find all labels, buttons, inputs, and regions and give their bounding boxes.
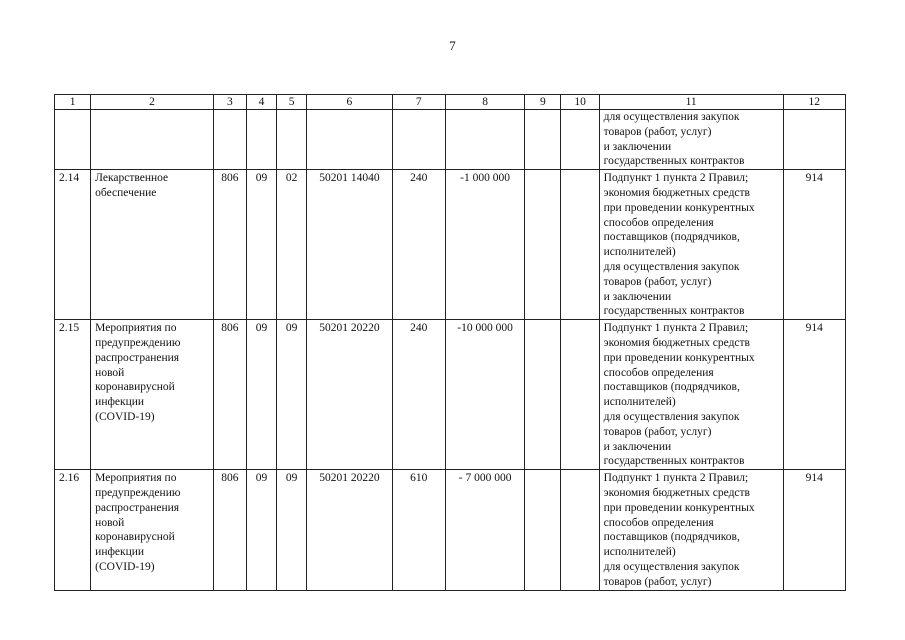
text-line: распространения	[95, 351, 180, 364]
row-number: 2.15	[55, 320, 91, 470]
table-row	[55, 470, 846, 590]
text-line: поставщиков (подрядчиков,	[603, 381, 740, 394]
text-line: Мероприятия по	[95, 322, 177, 335]
text-line: предупреждению	[95, 486, 181, 499]
cell-6: 50201 20220	[307, 470, 392, 590]
text-line: Подпункт 1 пункта 2 Правил;	[603, 472, 749, 485]
cell-3: 806	[213, 170, 246, 320]
text-line: коронавирусной	[95, 531, 175, 544]
text-line: при проведении конкурентных	[603, 201, 755, 214]
text-line: экономия бюджетных средств	[603, 186, 750, 199]
text-line: предупреждению	[95, 336, 181, 349]
text-line: Лекарственное	[95, 172, 169, 185]
cell-10	[561, 170, 599, 320]
header-cell: 10	[561, 95, 599, 110]
text-line: экономия бюджетных средств	[603, 486, 750, 499]
text-line: товаров (работ, услуг)	[603, 425, 712, 438]
justification-cell	[599, 170, 783, 320]
cell-9	[525, 470, 561, 590]
text-line: инфекции	[95, 546, 145, 559]
text-line: для осуществления закупок	[603, 410, 740, 423]
table-row	[55, 320, 846, 470]
cell-3: 806	[213, 320, 246, 470]
header-cell: 6	[307, 95, 392, 110]
text-line: и заключении	[603, 290, 672, 303]
header-cell: 3	[213, 95, 246, 110]
justification-cell	[599, 110, 783, 170]
text-line: товаров (работ, услуг)	[603, 125, 712, 138]
text-line: исполнителей)	[603, 546, 676, 559]
header-cell: 8	[445, 95, 524, 110]
header-cell: 11	[599, 95, 783, 110]
cell-5: 09	[277, 320, 307, 470]
cell-8: -1 000 000	[445, 170, 524, 320]
table-header-row	[55, 95, 846, 110]
text-line: Подпункт 1 пункта 2 Правил;	[603, 172, 749, 185]
cell-6: 50201 14040	[307, 170, 392, 320]
header-cell: 12	[783, 95, 845, 110]
cell-6: 50201 20220	[307, 320, 392, 470]
text-line: исполнителей)	[603, 246, 676, 259]
text-line: (COVID-19)	[95, 410, 155, 423]
text-line: государственных контрактов	[603, 455, 745, 468]
text-line: при проведении конкурентных	[603, 351, 755, 364]
text-line: новой	[95, 366, 125, 379]
justification-cell	[599, 320, 783, 470]
text-line: (COVID-19)	[95, 560, 155, 573]
cell-12: 914	[783, 170, 845, 320]
continuation-row	[55, 110, 846, 170]
item-name	[91, 170, 214, 320]
text-line: способов определения	[603, 366, 714, 379]
cell-8: - 7 000 000	[445, 470, 524, 590]
text-line: товаров (работ, услуг)	[603, 275, 712, 288]
item-name	[91, 470, 214, 590]
header-cell: 7	[392, 95, 445, 110]
text-line: обеспечение	[95, 186, 157, 199]
text-line: поставщиков (подрядчиков,	[603, 531, 740, 544]
text-line: товаров (работ, услуг)	[603, 575, 712, 588]
text-line: коронавирусной	[95, 381, 175, 394]
cell-7: 610	[392, 470, 445, 590]
cell-3: 806	[213, 470, 246, 590]
text-line: государственных контрактов	[603, 155, 745, 168]
cell-10	[561, 320, 599, 470]
text-line: исполнителей)	[603, 396, 676, 409]
row-number: 2.16	[55, 470, 91, 590]
text-line: способов определения	[603, 516, 714, 529]
cell-4: 09	[246, 320, 276, 470]
page-number: 7	[449, 38, 456, 53]
cell-7: 240	[392, 170, 445, 320]
text-line: для осуществления закупок	[603, 111, 740, 123]
text-line: распространения	[95, 501, 180, 514]
header-cell: 2	[91, 95, 214, 110]
header-cell: 5	[277, 95, 307, 110]
text-line: экономия бюджетных средств	[603, 336, 750, 349]
text-line: поставщиков (подрядчиков,	[603, 231, 740, 244]
text-line: и заключении	[603, 440, 672, 453]
row-number: 2.14	[55, 170, 91, 320]
text-line: при проведении конкурентных	[603, 501, 755, 514]
cell-5: 09	[277, 470, 307, 590]
cell-4: 09	[246, 170, 276, 320]
cell-4: 09	[246, 470, 276, 590]
justification-cell	[599, 470, 783, 590]
header-cell: 1	[55, 95, 91, 110]
cell-9	[525, 320, 561, 470]
budget-table	[54, 94, 846, 591]
cell-8: -10 000 000	[445, 320, 524, 470]
cell-9	[525, 170, 561, 320]
text-line: и заключении	[603, 140, 672, 153]
text-line: для осуществления закупок	[603, 560, 740, 573]
item-name	[91, 320, 214, 470]
text-line: инфекции	[95, 396, 145, 409]
table-row	[55, 170, 846, 320]
cell-12: 914	[783, 320, 845, 470]
cell-5: 02	[277, 170, 307, 320]
cell-7: 240	[392, 320, 445, 470]
text-line: для осуществления закупок	[603, 260, 740, 273]
text-line: способов определения	[603, 216, 714, 229]
text-line: государственных контрактов	[603, 305, 745, 318]
text-line: Мероприятия по	[95, 472, 177, 485]
text-line: Подпункт 1 пункта 2 Правил;	[603, 322, 749, 335]
header-cell: 4	[246, 95, 276, 110]
text-line: новой	[95, 516, 125, 529]
cell-12: 914	[783, 470, 845, 590]
cell-10	[561, 470, 599, 590]
header-cell: 9	[525, 95, 561, 110]
